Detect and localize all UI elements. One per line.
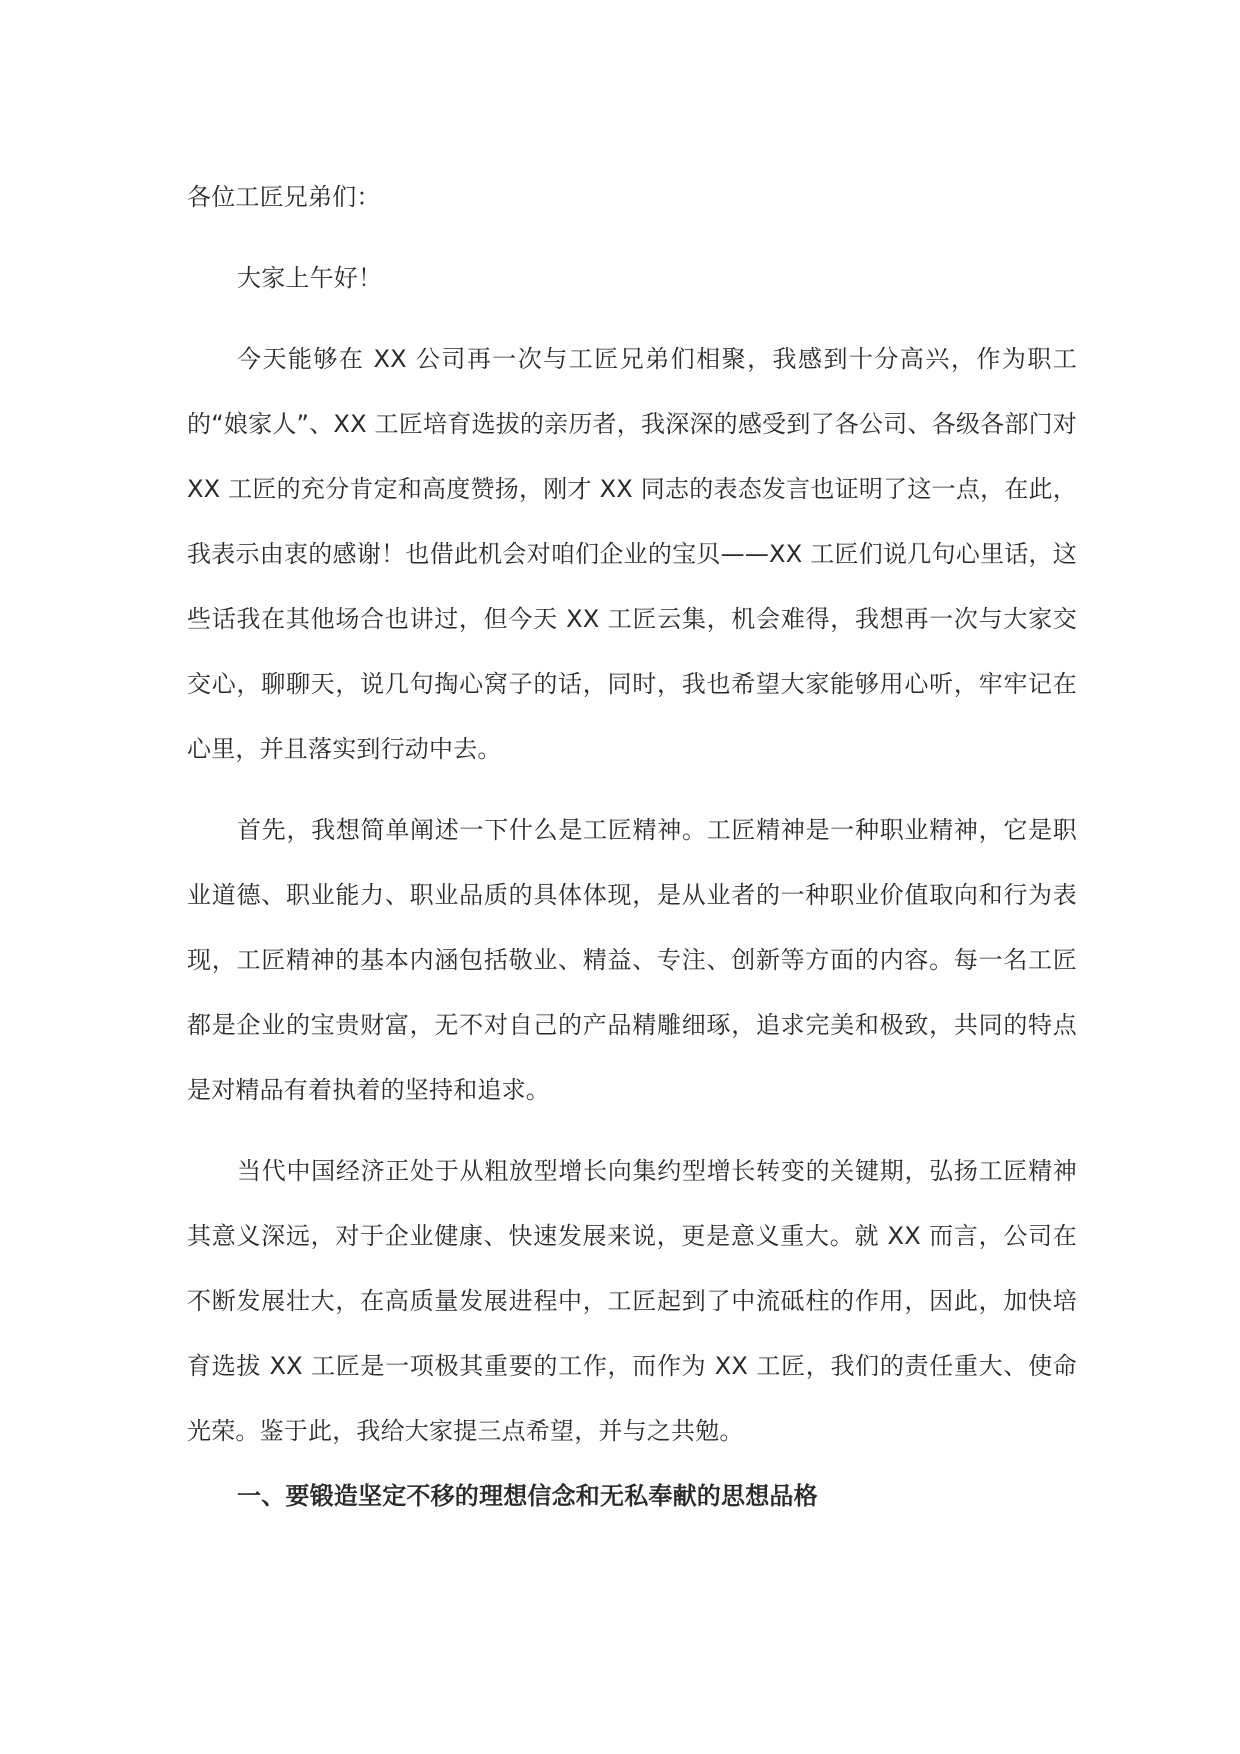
paragraph-2: 首先，我想简单阐述一下什么是工匠精神。工匠精神是一种职业精神，它是职业道德、职业能力、职业品质的具体体现，是从业者的一种职业价值取向和行为表现，工匠精神的基本内涵包括敬业、精益、专注、创新等方面的内容。每一名工匠都是企业的宝贵财富，无不对自己的产品精雕细琢，追求完美和极致，共同的特点是对精品有着执着的坚持和追求。 [187, 816, 1077, 1104]
salutation: 各位工匠兄弟们： [187, 183, 381, 211]
paragraph-3: 当代中国经济正处于从粗放型增长向集约型增长转变的关键期，弘扬工匠精神其意义深远，对于企业健康、快速发展来说，更是意义重大。就 XX 而言，公司在不断发展壮大，在高质量发展进程中，工匠起到了中流砥柱的作用，因此，加快培育选拔 XX 工匠是一项极其重要的工作，而作为 XX 工匠，我们的责任重大、使命光荣。鉴于此，我给大家提三点希望，并与之共勉。 [187, 1157, 1077, 1445]
paragraph-1: 今天能够在 XX 公司再一次与工匠兄弟们相聚，我感到十分高兴，作为职工的“娘家人”、XX 工匠培育选拔的亲历者，我深深的感受到了各公司、各级各部门对 XX 工匠的充分肯定和高度赞扬，刚才 XX 同志的表态发言也证明了这一点，在此，我表示由衷的感谢！也借此机会对咱们企业的宝贝——XX 工匠们说几句心里话，这些话我在其他场合也讲过，但今天 XX 工匠云集，机会难得，我想再一次与大家交交心，聊聊天，说几句掏心窝子的话，同时，我也希望大家能够用心听，牢牢记在心里，并且落实到行动中去。 [187, 345, 1077, 763]
document-body [187, 165, 1077, 1529]
section-heading-1: 一、要锻造坚定不移的理想信念和无私奉献的思想品格 [237, 1482, 818, 1510]
greeting: 大家上午好！ [237, 264, 383, 292]
